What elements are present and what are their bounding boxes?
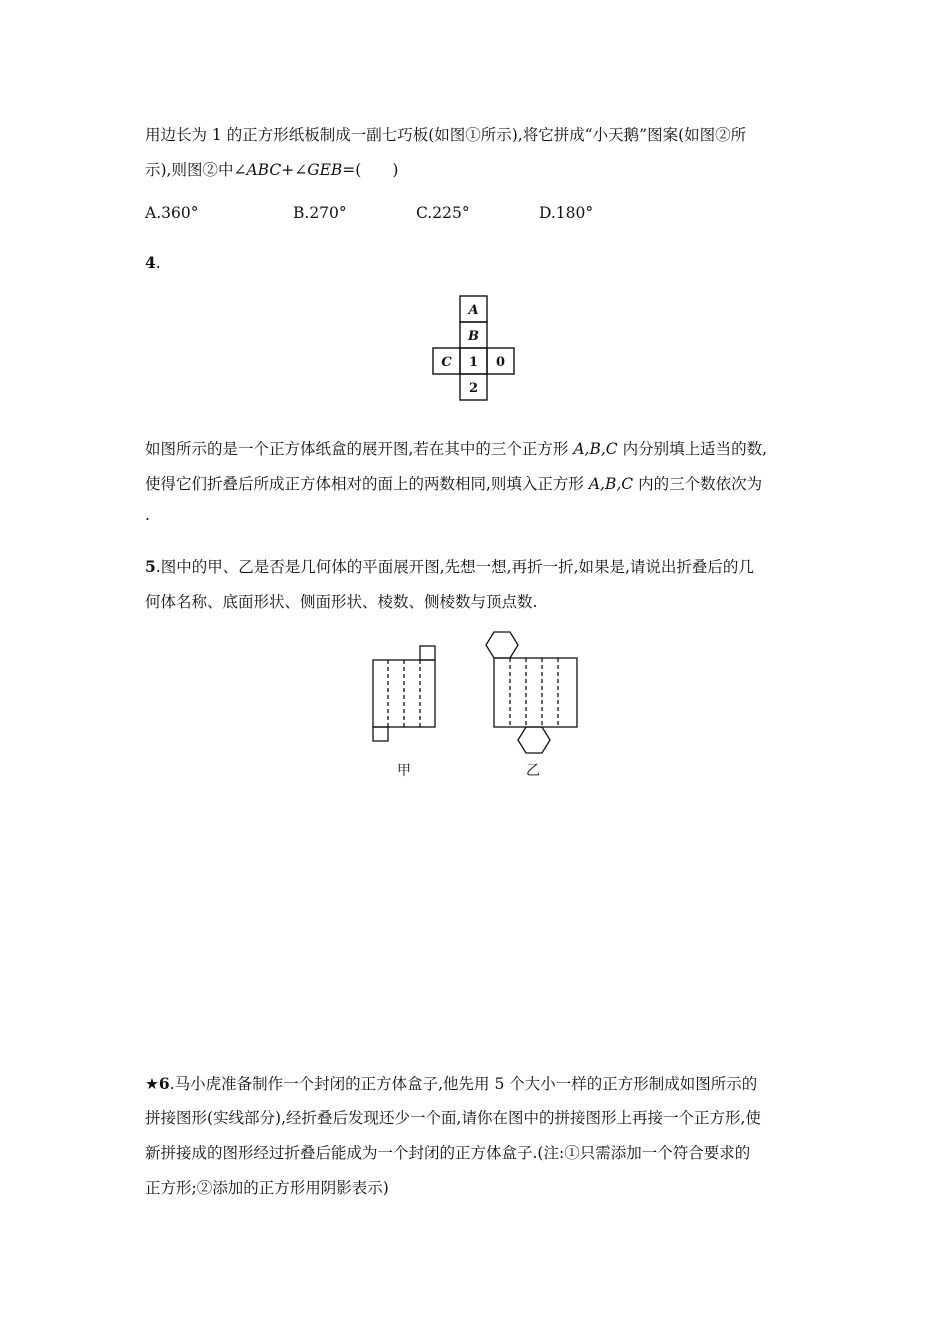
star-icon: ★: [145, 1075, 159, 1093]
caption-yi: 乙: [526, 763, 540, 779]
q3-text-line-2: 示),则图②中∠ABC+∠GEB=( ): [145, 161, 399, 179]
net-label-0: 0: [495, 355, 506, 370]
option-d: D.180°: [539, 204, 594, 222]
net-yi-figure: [486, 630, 582, 754]
q6-text-line-2: 拼接图形(实线部分),经折叠后发现还少一个面,请你在图中的拼接图形上再接一个正方形,使: [145, 1109, 761, 1127]
angle-abc: ABC: [246, 161, 282, 179]
q5-text-line-2: 何体名称、底面形状、侧面形状、棱数、侧棱数与顶点数.: [145, 593, 538, 611]
q4-text-line-2: 使得它们折叠后所成正方体相对的面上的两数相同,则填入正方形 A,B,C 内的三个数依次为: [145, 475, 763, 493]
cube-net-figure: [432, 296, 518, 404]
option-a: A.360°: [145, 204, 199, 222]
net-label-b: B: [468, 329, 479, 344]
option-c: C.225°: [416, 204, 470, 222]
q4-number: 4.: [145, 253, 161, 272]
net-label-2: 2: [468, 381, 479, 396]
yi-bottom-hexagon: [518, 727, 550, 753]
q6-text-line-1: ★6.马小虎准备制作一个封闭的正方体盒子,他先用 5 个大小一样的正方形制成如图所示的: [145, 1074, 758, 1093]
q5-text-line-1: 5.图中的甲、乙是否是几何体的平面展开图,先想一想,再折一折,如果是,请说出折叠后的几: [145, 557, 754, 576]
net-label-c: C: [441, 355, 452, 370]
jia-bottom-tab: [373, 727, 388, 741]
net-label-a: A: [468, 303, 479, 318]
q6-text-line-4: 正方形;②添加的正方形用阴影表示): [145, 1179, 389, 1197]
net-label-1: 1: [468, 355, 479, 370]
jia-top-tab: [420, 646, 435, 660]
yi-top-hexagon: [486, 632, 518, 658]
q6-text-line-3: 新拼接成的图形经过折叠后能成为一个封闭的正方体盒子.(注:①只需添加一个符合要求的: [145, 1144, 751, 1162]
caption-jia: 甲: [397, 763, 411, 779]
net-jia-figure: [372, 645, 438, 743]
option-b: B.270°: [293, 204, 347, 222]
angle-geb: GEB: [307, 161, 343, 179]
q3-text-line-1: 用边长为 1 的正方形纸板制成一副七巧板(如图①所示),将它拼成“小天鹅”图案(如图②所: [145, 126, 747, 144]
q4-text-line-1: 如图所示的是一个正方体纸盒的展开图,若在其中的三个正方形 A,B,C 内分别填上适当的数,: [145, 440, 768, 458]
q4-text-line-3: .: [145, 506, 150, 524]
